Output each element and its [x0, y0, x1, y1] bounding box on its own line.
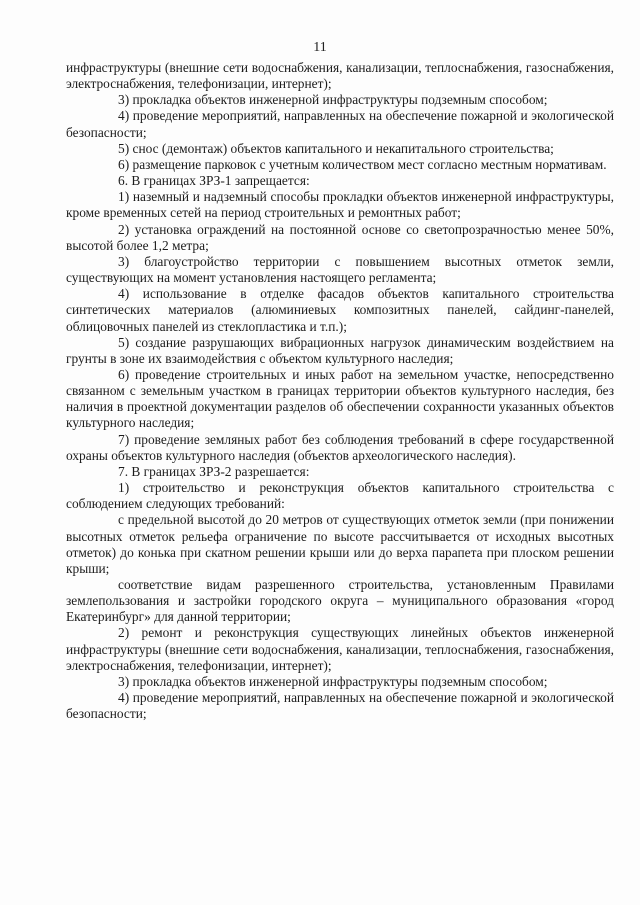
paragraph: 6. В границах ЗРЗ-1 запрещается:: [118, 173, 310, 189]
paragraph: 3) прокладка объектов инженерной инфраструктуры подземным способом;: [118, 92, 548, 108]
paragraph: 1) строительство и реконструкция объектов капитального строительства с соблюдением следующих требований:: [66, 480, 614, 512]
paragraph: 1) наземный и надземный способы прокладки объектов инженерной инфраструктуры, кроме временных сетей на период строительных и ремонтных работ;: [66, 189, 614, 221]
paragraph: 4) проведение мероприятий, направленных на обеспечение пожарной и экологической безопасности;: [66, 108, 614, 140]
paragraph: 4) проведение мероприятий, направленных на обеспечение пожарной и экологической безопасности;: [66, 690, 614, 722]
paragraph: инфраструктуры (внешние сети водоснабжения, канализации, теплоснабжения, газоснабжения, электроснабжения, телефонизации, интернет);: [66, 60, 614, 92]
paragraph: 5) создание разрушающих вибрационных нагрузок динамическим воздействием на грунты в зоне их взаимодействия с объектом культурного наследия;: [66, 334, 614, 366]
paragraph: 7) проведение земляных работ без соблюдения требований в сфере государственной охраны объектов культурного наследия (объектов археологического наследия).: [66, 431, 614, 463]
paragraph: 2) установка ограждений на постоянной основе со светопрозрачностью менее 50%, высотой более 1,2 метра;: [66, 221, 614, 253]
paragraph: с предельной высотой до 20 метров от существующих отметок земли (при понижении высотных отметок рельефа ограничение по высоте рассчитывается от исходных высотных отметок) до конька при скатном решении крыши или до верха парапета при плоском решении крыши;: [66, 512, 614, 576]
paragraph: 7. В границах ЗРЗ-2 разрешается:: [118, 463, 310, 479]
paragraph: 2) ремонт и реконструкция существующих линейных объектов инженерной инфраструктуры (внешние сети водоснабжения, канализации, теплоснабжения, газоснабжения, электроснабжения, телефонизации, интернет);: [66, 625, 614, 673]
paragraph: 3) прокладка объектов инженерной инфраструктуры подземным способом;: [118, 673, 548, 689]
paragraph: 4) использование в отделке фасадов объектов капитального строительства синтетических материалов (алюминиевых композитных панелей, сайдинг-панелей, облицовочных панелей из стеклопластика и т.п.);: [66, 286, 614, 334]
paragraph: 5) снос (демонтаж) объектов капитального и некапитального строительства;: [118, 140, 554, 156]
paragraph: 6) размещение парковок с учетным количеством мест согласно местным нормативам.: [118, 156, 607, 172]
page-number: 11: [313, 40, 327, 55]
paragraph: 6) проведение строительных и иных работ на земельном участке, непосредственно связанном с земельным участком в границах территории объектов культурного наследия, без наличия в проектной документации разделов об обеспечении сохранности указанных объектов культурного наследия;: [66, 366, 614, 431]
document-body: [66, 60, 614, 722]
paragraph: соответствие видам разрешенного строительства, установленным Правилами землепользования и застройки городского округа – муниципального образования «город Екатеринбург» для данной территории;: [66, 577, 614, 625]
paragraph: 3) благоустройство территории с повышением высотных отметок земли, существующих на момент установления настоящего регламента;: [66, 253, 614, 286]
